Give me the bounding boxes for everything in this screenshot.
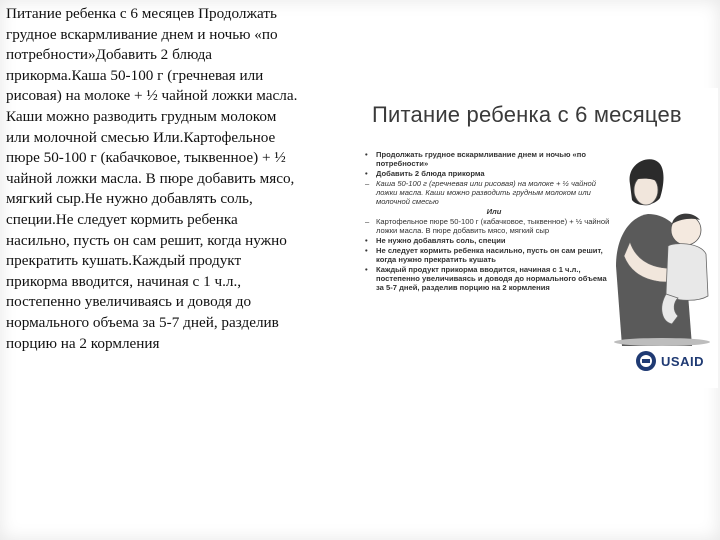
notes-text: Питание ребенка с 6 месяцев Продолжать грудное вскармливание днем и ночью «по потребности»Добавить 2 блюда прикорма.Каша 50-100 г (гречневая или рисовая) на молоке + ½ чайной ложки масла. Каши можно разводить грудным молоком или молочной смесью Или.Картофельное пюре 50-100 г (кабачковое, тыквенное) + ½ чайной ложки масла. В пюре добавить мясо, мягкий сыр.Не нужно добавлять соль, специи.Не следует кормить ребенка насильно, пусть он сам решит, когда нужно прекратить кушать.Каждый продукт прикорма вводится, начиная с 1 ч.л., постепенно увеличиваясь и доводя до нормального объема за 5-7 дней, разделив порцию на 2 кормления — [6, 5, 302, 352]
slide-title: Питание ребенка с 6 месяцев — [372, 102, 682, 127]
usaid-logo — [635, 350, 704, 372]
slide-bullet-list — [362, 150, 612, 293]
usaid-logo-text: USAID — [661, 353, 704, 369]
bullet-item: • Продолжать грудное вскармливание днем и ночью «по потребности» — [362, 150, 612, 168]
bullet-item: • Не нужно добавлять соль, специи — [362, 236, 612, 245]
mother-child-illustration — [608, 146, 716, 346]
bullet-item: – Каша 50-100 г (гречневая или рисовая) на молоке + ½ чайной ложки масла. Каши можно разводить грудным молоком или молочной смесью — [362, 179, 612, 206]
bullet-item: Или — [486, 207, 502, 216]
bullet-item: • Не следует кормить ребенка насильно, пусть он сам решит, когда нужно прекратить кушать — [362, 246, 612, 264]
bullet-item: – Картофельное пюре 50-100 г (кабачковое, тыквенное) + ½ чайной ложки масла. В пюре добавить мясо, мягкий сыр — [362, 217, 612, 235]
slide-image — [358, 88, 718, 388]
bullet-item: • Добавить 2 блюда прикорма — [362, 169, 612, 178]
usaid-seal-icon — [635, 350, 657, 372]
bullet-item: • Каждый продукт прикорма вводится, начиная с 1 ч.л., постепенно увеличиваясь и доводя до нормального объема за 5-7 дней, разделив порцию на 2 кормления — [362, 265, 612, 292]
